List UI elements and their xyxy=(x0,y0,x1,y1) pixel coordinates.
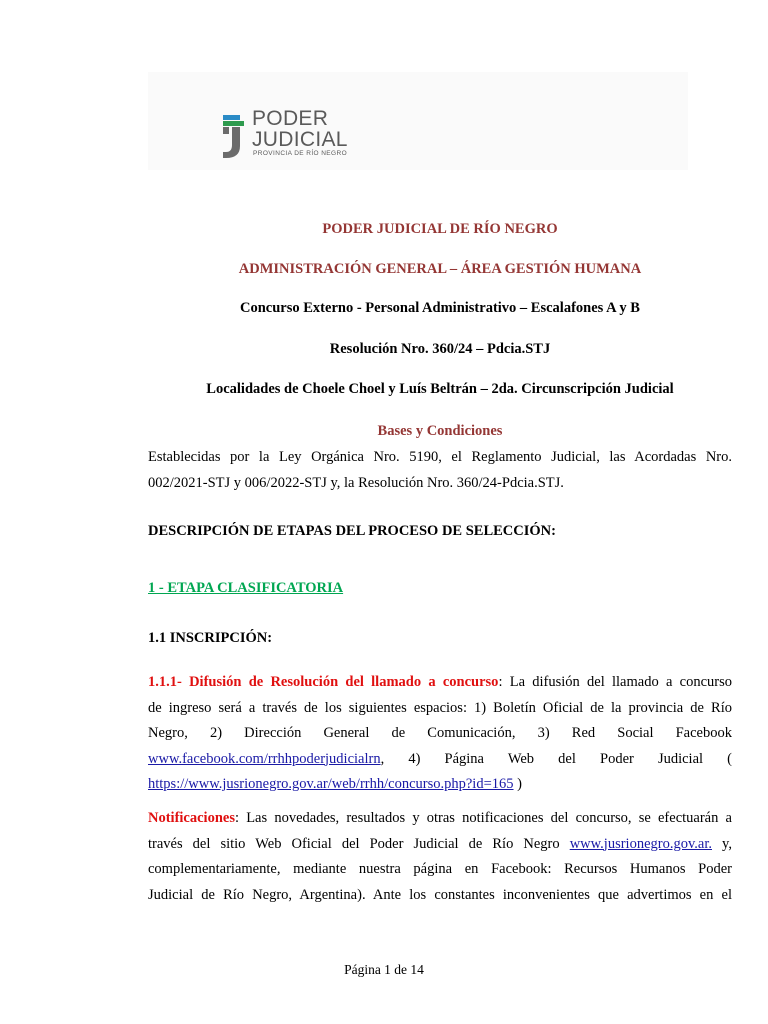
inscripcion-heading: 1.1 INSCRIPCIÓN: xyxy=(148,630,273,646)
difusion-text: , 4) Página Web del Poder Judicial ( xyxy=(380,750,732,767)
paragraph-line xyxy=(148,832,732,858)
difusion-text: : La difusión del llamado a concurso xyxy=(498,674,732,690)
page-number: Página 1 de 14 xyxy=(344,962,424,977)
logo-emblem-icon xyxy=(220,110,250,160)
paragraph-line: Judicial de Río Negro, Argentina). Ante los constantes inconvenientes que advertimos en el xyxy=(148,886,732,903)
intro-line: 002/2021-STJ y 006/2022-STJ y, la Resolución Nro. 360/24-Pdcia.STJ. xyxy=(148,474,564,491)
intro-paragraph xyxy=(148,445,732,496)
notificaciones-text: : Las novedades, resultados y otras notificaciones del concurso, se efectuarán a xyxy=(234,810,732,826)
notificaciones-text: y, xyxy=(712,835,732,852)
logo-text-poder: PODER xyxy=(252,107,329,130)
paragraph-line xyxy=(148,806,732,832)
paragraph-line: Negro, 2) Dirección General de Comunicación, 3) Red Social Facebook xyxy=(148,725,732,741)
resolucion-heading: Resolución Nro. 360/24 – Pdcia.STJ xyxy=(329,341,551,357)
jusrionegro-link[interactable]: www.jusrionegro.gov.ar. xyxy=(569,835,712,852)
difusion-heading: 1.1.1- Difusión de Resolución del llamado a concurso xyxy=(148,674,499,690)
intro-line: Establecidas por la Ley Orgánica Nro. 5190, el Reglamento Judicial, las Acordadas Nro. xyxy=(148,449,732,465)
bases-heading: Bases y Condiciones xyxy=(377,423,503,439)
descripcion-heading: DESCRIPCIÓN DE ETAPAS DEL PROCESO DE SELECCIÓN: xyxy=(148,523,556,539)
facebook-link[interactable]: www.facebook.com/rrhhpoderjudicialrn xyxy=(148,750,381,767)
difusion-text: ) xyxy=(513,776,522,792)
document-title: PODER JUDICIAL DE RÍO NEGRO xyxy=(322,221,558,237)
concurso-web-link[interactable]: https://www.jusrionegro.gov.ar/web/rrhh/concurso.php?id=165 xyxy=(148,776,514,792)
paragraph-line xyxy=(148,747,732,773)
paragraph-line: de ingreso será a través de los siguientes espacios: 1) Boletín Oficial de la provincia de Río xyxy=(148,699,732,716)
poder-judicial-logo xyxy=(220,107,350,162)
etapa-heading xyxy=(148,576,732,602)
difusion-paragraph xyxy=(148,670,732,798)
notificaciones-text: través del sitio Web Oficial del Poder Judicial de Río Negro xyxy=(148,835,570,852)
document-subtitle: ADMINISTRACIÓN GENERAL – ÁREA GESTIÓN HUMANA xyxy=(238,261,642,277)
logo-subtitle: PROVINCIA DE RÍO NEGRO xyxy=(253,150,348,157)
paragraph-line: complementariamente, mediante nuestra página en Facebook: Recursos Humanos Poder xyxy=(148,861,732,877)
paragraph-line xyxy=(148,670,732,696)
notificaciones-heading: Notificaciones xyxy=(148,810,235,826)
logo-text-judicial: JUDICIAL xyxy=(252,128,348,151)
notificaciones-paragraph xyxy=(148,806,732,908)
localidades-heading: Localidades de Choele Choel y Luís Beltrán – 2da. Circunscripción Judicial xyxy=(206,381,674,397)
concurso-heading: Concurso Externo - Personal Administrativo – Escalafones A y B xyxy=(240,300,640,316)
etapa-title: 1 - ETAPA CLASIFICATORIA xyxy=(148,580,344,596)
paragraph-line xyxy=(148,772,732,798)
